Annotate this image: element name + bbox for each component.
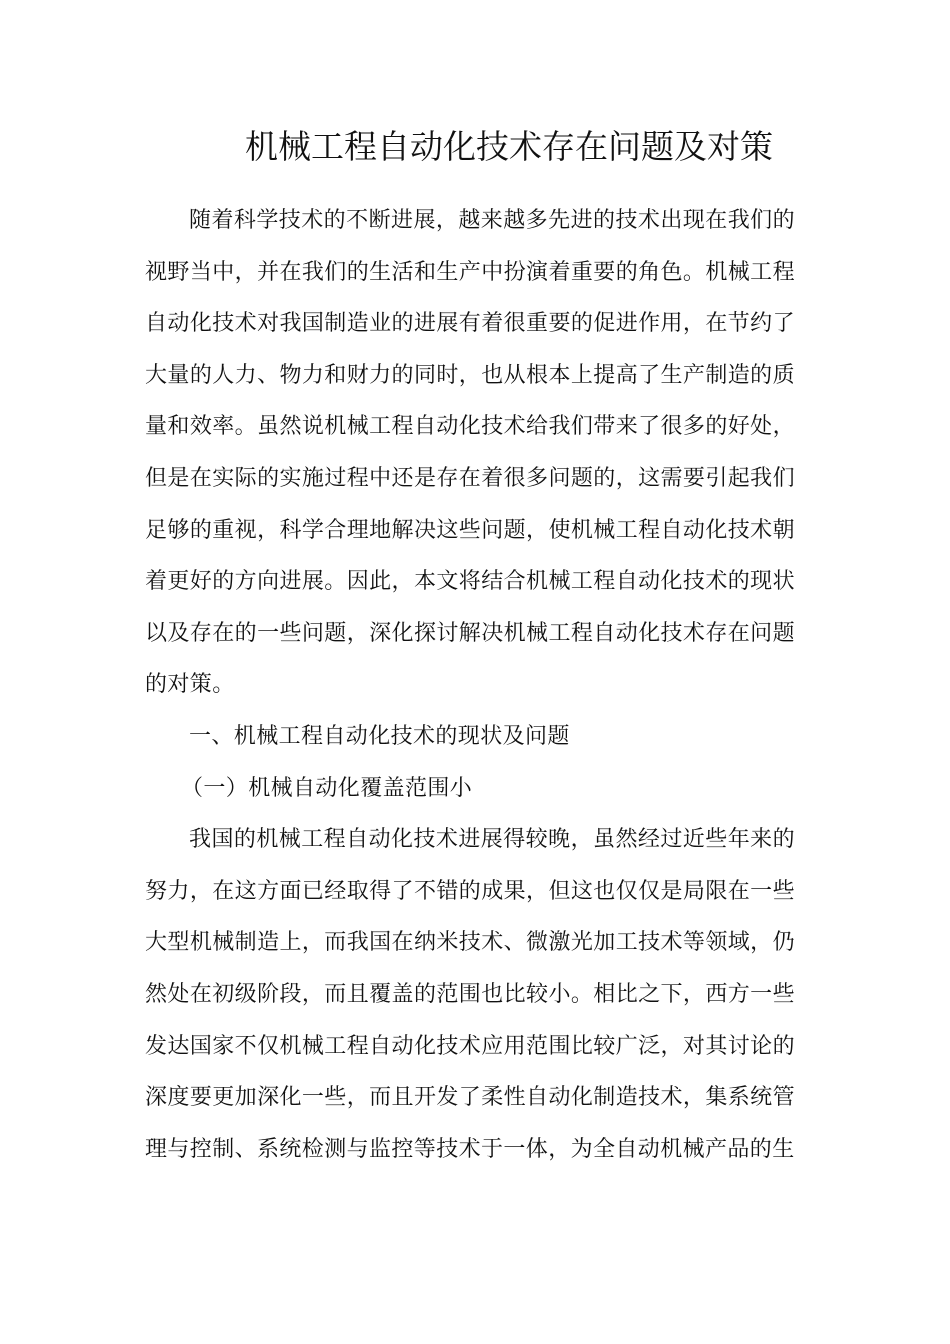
- intro-paragraph: 随着科学技术的不断进展，越来越多先进的技术出现在我们的视野当中，并在我们的生活和生产中扮演着重要的角色。机械工程自动化技术对我国制造业的进展有着很重要的促进作用，在节约了大量的人力、物力和财力的同时，也从根本上提高了生产制造的质量和效率。虽然说机械工程自动化技术给我们带来了很多的好处，但是在实际的实施过程中还是存在着很多问题的，这需要引起我们足够的重视，科学合理地解决这些问题，使机械工程自动化技术朝着更好的方向进展。因此，本文将结合机械工程自动化技术的现状以及存在的一些问题，深化探讨解决机械工程自动化技术存在问题的对策。: [145, 208, 795, 698]
- document-title: 机械工程自动化技术存在问题及对策: [245, 127, 773, 166]
- subsection-paragraph-1: 我国的机械工程自动化技术进展得较晚，虽然经过近些年来的努力，在这方面已经取得了不错的成果，但这也仅仅是局限在一些大型机械制造上，而我国在纳米技术、微激光加工技术等领域，仍然处在初级阶段，而且覆盖的范围也比较小。相比之下，西方一些发达国家不仅机械工程自动化技术应用范围比较广泛，对其讨论的深度要更加深化一些，而且开发了柔性自动化制造技术，集系统管理与控制、系统检测与监控等技术于一体，为全自动机械产品的生: [145, 827, 795, 1162]
- section-heading-1: 一、机械工程自动化技术的现状及问题: [189, 723, 570, 749]
- subsection-heading-1: （一）机械自动化覆盖范围小: [181, 775, 473, 801]
- document-body: [145, 195, 795, 1175]
